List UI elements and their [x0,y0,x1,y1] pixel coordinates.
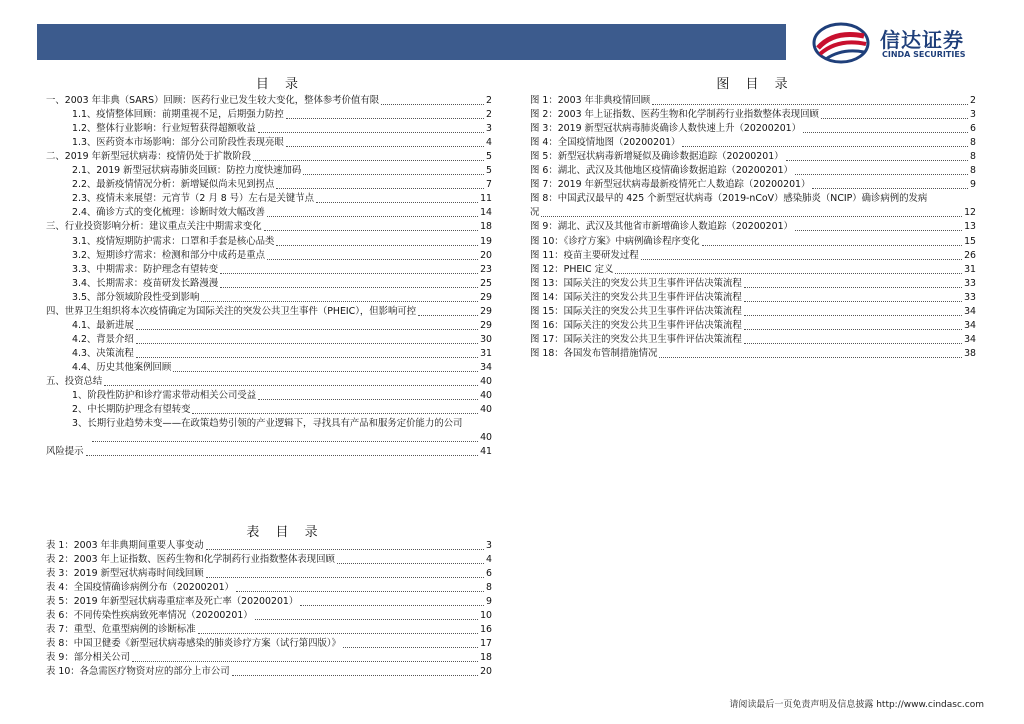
toc-entry-text: 1.2、整体行业影响：行业短暂获得超额收益 [72,123,256,135]
dot-leader [255,619,478,620]
figures-entry-text: 图 14：国际关注的突发公共卫生事件评估决策流程 [530,291,742,303]
header-bar [37,24,786,60]
figures-entry-text: 图 1：2003 年非典疫情回顾 [530,95,651,106]
figures-entry[interactable] [530,249,976,263]
toc-title: 目 录 [255,77,305,92]
figures-entry-page: 6 [970,123,976,135]
toc-entry-page: 14 [480,207,492,219]
dot-leader [286,118,484,119]
dot-leader [744,287,962,288]
toc-entry-text: 1.3、医药资本市场影响：部分公司阶段性表现亮眼 [72,137,284,149]
tables-entry[interactable] [46,595,492,609]
tables-entry[interactable] [46,609,492,623]
figures-entry-text: 图 17：国际关注的突发公共卫生事件评估决策流程 [530,333,742,345]
figures-entry-text: 图 2：2003 年上证指数、医药生物和化学制药行业指数整体表现回顾 [530,109,819,121]
figures-entry-page: 9 [970,179,976,191]
figures-entry-page: 31 [964,263,976,275]
tables-entry[interactable] [46,567,492,581]
toc-entry-text: 3.4、长期需求：疫苗研发长路漫漫 [72,277,219,289]
toc-entry[interactable] [72,263,492,277]
figures-entry-text: 图 12：PHEIC 定义 [530,263,614,275]
dot-leader [173,371,478,372]
toc-entry-text: 3.5、部分领域阶段性受到影响 [72,291,200,303]
toc-entry[interactable] [72,178,492,192]
toc-entry[interactable] [46,445,492,459]
dot-leader [220,273,478,274]
figures-title: 图 目 录 [716,77,794,92]
dot-leader [812,188,968,189]
figures-entry[interactable] [530,108,976,122]
toc-entry[interactable] [72,291,492,305]
tables-entry-page: 9 [486,596,492,608]
figures-entry-page: 3 [970,109,976,121]
footer-disclaimer: 请阅读最后一页免责声明及信息披露 http://www.cindasc.com [729,700,984,710]
dot-leader [641,259,962,260]
tables-entry-text: 表 1：2003 年非典期间重要人事变动 [46,540,204,551]
dot-leader [381,104,484,105]
figures-entry-text: 图 9：湖北、武汉及其他省市新增确诊人数追踪（20200201） [530,221,793,233]
figures-entry-page: 13 [964,221,976,233]
dot-leader [104,385,478,386]
toc-entry-page: 2 [486,109,492,121]
figures-entry[interactable] [530,178,976,192]
figures-entry-text: 图 6：湖北、武汉及其他地区疫情确诊数据追踪（20200201） [530,165,793,177]
figures-entry-text: 图 16：国际关注的突发公共卫生事件评估决策流程 [530,319,742,331]
dot-leader [206,549,484,550]
toc-entry[interactable] [72,277,492,291]
dot-leader [264,230,478,231]
figures-entry-page: 8 [970,137,976,149]
figures-entry-text: 图 8：中国武汉最早的 425 个新型冠状病毒（2019-nCoV）感染肺炎（NCIP）确诊病例的发病 [530,193,928,205]
figures-entry-page: 8 [970,165,976,177]
dot-leader [652,104,968,105]
dot-leader [92,441,478,442]
dot-leader [316,202,478,203]
toc-entry[interactable] [72,347,492,361]
logo-mark-icon [812,22,870,64]
dot-leader [232,675,478,676]
figures-entry[interactable] [530,333,976,347]
figures-entry[interactable] [530,263,976,277]
dot-leader [276,188,484,189]
toc-entry-page: 7 [486,179,492,191]
toc-entry[interactable] [72,249,492,263]
figures-entry[interactable] [530,235,976,249]
figures-entry-page: 34 [964,333,976,345]
tables-entry-text: 表 10：各急需医疗物资对应的部分上市公司 [46,666,230,678]
toc-entry[interactable] [72,122,492,136]
toc-entry[interactable] [46,375,492,389]
toc-entry[interactable] [72,417,492,431]
figures-entry-text: 图 5：新型冠状病毒新增疑似及确诊数据追踪（20200201） [530,151,784,163]
toc-entry-text: 1.1、疫情整体回顾：前期重视不足，后期强力防控 [72,109,284,121]
toc-entry-text: 4.1、最新进展 [72,319,134,331]
dot-leader [136,329,478,330]
tables-entry[interactable] [46,539,492,553]
figures-entry-page: 33 [964,291,976,303]
toc-entry-page: 5 [486,151,492,163]
toc-entry-page: 20 [480,249,492,261]
figures-entry[interactable] [530,164,976,178]
figures-entry-page: 34 [964,305,976,317]
toc-entry-text: 3、长期行业趋势未变——在政策趋势引领的产业逻辑下，寻找具有产品和服务定价能力的公司 [72,418,463,430]
figures-entry[interactable] [530,319,976,333]
figures-entry[interactable] [530,277,976,291]
figures-entry-text: 图 7：2019 年新型冠状病毒最新疫情死亡人数追踪（20200201） [530,179,811,191]
dot-leader [795,174,968,175]
figures-entry-text: 图 11：疫苗主要研发过程 [530,249,639,261]
tables-entry-page: 18 [480,652,492,664]
dot-leader [201,301,478,302]
toc-entry-page: 3 [486,123,492,135]
toc-entry-text: 风险提示 [46,446,84,458]
tables-entry[interactable] [46,637,492,651]
figures-entry-page: 2 [970,95,976,106]
toc-entry-text: 五、投资总结 [46,376,103,387]
logo-english-text: CINDA SECURITIES [882,50,966,59]
dot-leader [132,661,478,662]
company-logo [812,20,992,66]
toc-entry[interactable] [46,150,492,164]
logo-chinese-text: 信达证券 [880,28,964,52]
toc-entry-page: 19 [480,235,492,247]
tables-entry-text: 表 4：全国疫情确诊病例分布（20200201） [46,582,234,594]
dot-leader [276,245,478,246]
toc-entry-page: 2 [486,95,492,106]
toc-entry-text: 一、2003 年非典（SARS）回顾：医药行业已发生较大变化，整体参考价值有限 [46,95,380,106]
tables-entry-text: 表 9：部分相关公司 [46,652,130,664]
tables-entry-text: 表 3：2019 新型冠状病毒时间线回顾 [46,568,204,580]
toc-entry-page: 11 [480,193,492,205]
figures-entry-page: 8 [970,151,976,163]
tables-entry-page: 3 [486,540,492,551]
toc-entry-page: 4 [486,137,492,149]
figures-entry[interactable] [530,220,976,234]
toc-entry-text: 1、阶段性防护和诊疗需求带动相关公司受益 [72,390,257,402]
toc-entry-text: 二、2019 年新型冠状病毒：疫情仍处于扩散阶段 [46,151,251,163]
tables-entry-text: 表 6：不同传染性疾病致死率情况（20200201） [46,610,253,622]
toc-entry-text: 3.2、短期诊疗需求：检测和部分中成药是重点 [72,249,266,261]
toc-entry[interactable] [72,403,492,417]
toc-entry-text: 四、世界卫生组织将本次疫情确定为国际关注的突发公共卫生事件（PHEIC），但影响可控 [46,305,417,317]
toc-entry-text: 3.3、中期需求：防护理念有望转变 [72,263,219,275]
toc-entry-page: 29 [480,305,492,317]
figures-entry[interactable] [530,136,976,150]
toc-entry-text: 4.2、背景介绍 [72,333,134,345]
figures-entry-text: 图 15：国际关注的突发公共卫生事件评估决策流程 [530,305,742,317]
tables-entry[interactable] [46,623,492,637]
figures-entry-page: 15 [964,235,976,247]
tables-entry-text: 表 2：2003 年上证指数、医药生物和化学制药行业指数整体表现回顾 [46,554,335,566]
toc-entry[interactable] [72,206,492,220]
figures-entry-page: 38 [964,347,976,359]
dot-leader [258,132,484,133]
toc-entry[interactable] [72,319,492,333]
figures-entry-text: 图 3：2019 新型冠状病毒肺炎确诊人数快速上升（20200201） [530,123,802,135]
tables-entry[interactable] [46,651,492,665]
toc-entry-page: 29 [480,319,492,331]
toc-entry[interactable] [72,108,492,122]
dot-leader [803,132,968,133]
toc-entry-page: 40 [480,376,492,387]
toc-entry-text: 2、中长期防护理念有望转变 [72,404,191,416]
figures-entry[interactable] [530,305,976,319]
dot-leader [659,357,962,358]
dot-leader [300,605,484,606]
toc-entry[interactable] [72,333,492,347]
toc-entry-text: 4.4、历史其他案例回顾 [72,361,172,373]
toc-entry-text: 3.1、疫情短期防护需求：口罩和手套是核心品类 [72,235,275,247]
toc-entry[interactable] [46,94,492,108]
toc-entry-page: 18 [480,221,492,233]
figures-entry-text: 图 18：各国发布管制措施情况 [530,347,658,359]
tables-entry-text: 表 8：中国卫健委《新型冠状病毒感染的肺炎诊疗方案（试行第四版）》 [46,638,341,650]
tables-entry-page: 16 [480,624,492,636]
toc-entry-page: 5 [486,165,492,177]
dot-leader [821,118,968,119]
dot-leader [253,160,484,161]
dot-leader [206,577,484,578]
toc-entry-text: 4.3、决策流程 [72,347,134,359]
toc-entry-text: 2.4、确诊方式的变化梳理：诊断时效大幅改善 [72,207,266,219]
tables-entry[interactable] [46,581,492,595]
dot-leader [192,413,478,414]
figures-entry-page: 12 [964,207,976,219]
toc-entry-page: 40 [480,404,492,416]
tables-entry-page: 4 [486,554,492,566]
dot-leader [136,343,478,344]
dot-leader [744,343,962,344]
dot-leader [136,357,478,358]
toc-entry[interactable] [46,220,492,234]
tables-title: 表 目 录 [246,525,324,540]
figures-entry[interactable] [530,122,976,136]
dot-leader [258,399,478,400]
dot-leader [286,146,484,147]
dot-leader [343,647,478,648]
toc-entry-text: 2.3、疫情未来展望：元宵节（2 月 8 号）左右是关键节点 [72,193,315,205]
tables-entry-text: 表 7：重型、危重型病例的诊断标准 [46,624,196,636]
toc-entry-page: 30 [480,333,492,345]
tables-entry-page: 8 [486,582,492,594]
figures-entry[interactable] [530,192,976,206]
dot-leader [86,455,479,456]
tables-entry-page: 10 [480,610,492,622]
toc-entry-page: 41 [480,446,492,458]
figures-entry-page: 33 [964,277,976,289]
tables-entry-page: 17 [480,638,492,650]
tables-entry-page: 20 [480,666,492,678]
dot-leader [795,230,962,231]
dot-leader [337,563,484,564]
figures-entry[interactable] [530,206,976,220]
figures-entry-page: 26 [964,249,976,261]
figures-entry-text: 图 4：全国疫情地图（20200201） [530,137,681,149]
figures-entry[interactable] [530,291,976,305]
dot-leader [744,329,962,330]
figures-entry-text: 图 13：国际关注的突发公共卫生事件评估决策流程 [530,277,742,289]
figures-entry[interactable] [530,94,976,108]
tables-entry-page: 6 [486,568,492,580]
toc-entry[interactable] [72,361,492,375]
dot-leader [303,174,484,175]
toc-entry-page: 23 [480,263,492,275]
dot-leader [702,245,962,246]
toc-entry-page: 29 [480,291,492,303]
toc-entry[interactable] [72,164,492,178]
toc-entry-text: 2.2、最新疫情情况分析：新增疑似尚未见到拐点 [72,179,275,191]
tables-entry-text: 表 5：2019 年新型冠状病毒重症率及死亡率（20200201） [46,596,299,608]
toc-entry[interactable] [46,305,492,319]
dot-leader [418,315,478,316]
toc-entry-page: 31 [480,347,492,359]
toc-entry-text: 2.1、2019 新型冠状病毒肺炎回顾：防控力度快速加码 [72,165,302,177]
dot-leader [220,287,478,288]
figures-entry[interactable] [530,150,976,164]
toc-entry-page: 34 [480,361,492,373]
toc-entry[interactable] [72,136,492,150]
dot-leader [682,146,968,147]
toc-entry-page: 25 [480,277,492,289]
dot-leader [198,633,478,634]
toc-entry-page: 40 [480,390,492,402]
dot-leader [786,160,968,161]
toc-entry[interactable] [72,389,492,403]
tables-entry[interactable] [46,665,492,679]
figures-entry-text: 况 [530,207,540,219]
dot-leader [541,216,962,217]
dot-leader [615,273,962,274]
dot-leader [236,591,484,592]
dot-leader [267,259,478,260]
figures-entry-page: 34 [964,319,976,331]
figures-entry-text: 图 10：《诊疗方案》中病例确诊程序变化 [530,235,700,247]
dot-leader [267,216,478,217]
toc-entry[interactable] [72,235,492,249]
toc-entry-page: 40 [480,432,492,444]
toc-entry-text: 三、行业投资影响分析：建议重点关注中期需求变化 [46,221,262,233]
dot-leader [744,315,962,316]
toc-entry[interactable] [90,431,492,445]
toc-entry[interactable] [72,192,492,206]
tables-entry[interactable] [46,553,492,567]
dot-leader [744,301,962,302]
figures-entry[interactable] [530,347,976,361]
